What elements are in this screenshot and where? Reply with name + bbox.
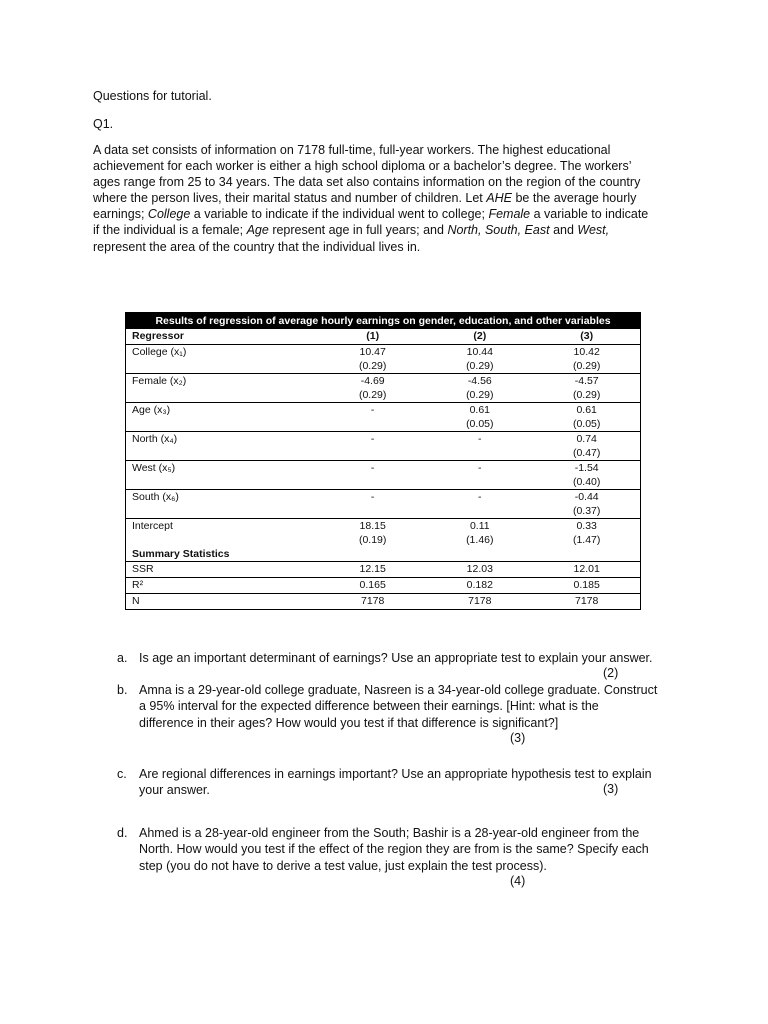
regression-table xyxy=(125,312,641,610)
question-line: a 95% interval for the expected difference between their earnings. [Hint: what is the xyxy=(139,699,599,714)
question-letter: b. xyxy=(117,683,128,697)
summary-row xyxy=(126,562,641,578)
text: represent age in full years; and xyxy=(272,223,444,238)
row-label: Intercept xyxy=(132,520,173,532)
summary-value: 0.185 xyxy=(533,578,640,594)
summary-label: SSR xyxy=(126,562,320,578)
question-line: difference in their ages? How would you test if that difference is significant?] xyxy=(139,715,559,730)
summary-value: 12.15 xyxy=(319,562,426,578)
question-text xyxy=(139,682,679,731)
row-spacer xyxy=(126,475,320,490)
se-cell: (0.37) xyxy=(533,504,640,519)
table-row-se xyxy=(126,388,641,403)
coef-cell: 10.47 xyxy=(359,346,386,358)
se-cell: (0.29) xyxy=(426,388,533,403)
marks-d: (4) xyxy=(510,874,526,888)
coef-cell: 10.42 xyxy=(573,346,600,358)
intro-line: achievement for each worker is either a high school diploma or a bachelor’s degree. The workers’ xyxy=(93,159,632,174)
question-line: Are regional differences in earnings important? Use an appropriate hypothesis test to explain xyxy=(139,767,652,781)
document-title: Questions for tutorial. xyxy=(93,89,212,103)
header-regressor: Regressor xyxy=(126,329,320,345)
question-line: North. How would you test if the effect of the region they are from is the same? Specify each xyxy=(139,842,649,857)
var-ahe: AHE xyxy=(486,191,512,206)
summary-label: R² xyxy=(126,578,320,594)
intro-paragraph xyxy=(93,142,673,255)
se-cell xyxy=(319,475,426,490)
coef-cell: -1.54 xyxy=(574,462,599,474)
table-row-se xyxy=(126,359,641,374)
intro-line: ages range from 25 to 34 years. The data set also contains information on the region of the country xyxy=(93,175,641,190)
table-row-se xyxy=(126,446,641,461)
summary-value: 12.01 xyxy=(533,562,640,578)
summary-value: 0.182 xyxy=(426,578,533,594)
question-text xyxy=(139,650,679,666)
var-regions: North, South, East xyxy=(447,223,550,238)
se-cell xyxy=(319,446,426,461)
coef-cell: -4.69 xyxy=(360,375,385,387)
coef-cell: - xyxy=(478,491,482,503)
table-caption: Results of regression of average hourly earnings on gender, education, and other variables xyxy=(126,313,641,330)
summary-value: 7178 xyxy=(319,594,426,610)
row-label: College (x₁) xyxy=(132,346,187,358)
question-line: Is age an important determinant of earnings? Use an appropriate test to explain your answer. xyxy=(139,651,653,665)
question-letter: d. xyxy=(117,826,128,840)
coefficient-rows xyxy=(126,345,641,548)
row-spacer xyxy=(126,446,320,461)
se-cell: (1.47) xyxy=(572,534,601,546)
table-row xyxy=(126,345,641,360)
intro-line xyxy=(93,190,673,206)
question-text xyxy=(139,825,679,874)
se-cell xyxy=(319,417,426,432)
var-college: College xyxy=(147,207,191,222)
table-row-se xyxy=(126,475,641,490)
coef-cell: 0.61 xyxy=(576,404,597,416)
intro-line: represent the area of the country that the individual lives in. xyxy=(93,239,421,254)
coef-cell: 0.61 xyxy=(469,404,490,416)
se-cell xyxy=(426,446,533,461)
marks-c: (3) xyxy=(603,782,619,796)
var-west: West, xyxy=(577,223,610,238)
text: be the average hourly xyxy=(515,191,637,206)
table-row xyxy=(126,403,641,418)
table-row xyxy=(126,519,641,534)
coef-cell: 0.74 xyxy=(576,433,597,445)
table-row xyxy=(126,490,641,505)
se-cell: (0.29) xyxy=(319,388,426,403)
header-model-2: (2) xyxy=(426,329,533,345)
coef-cell: 10.44 xyxy=(466,346,493,358)
coef-cell: - xyxy=(370,491,375,503)
se-cell: (0.05) xyxy=(426,417,533,432)
coef-cell: -4.57 xyxy=(574,375,599,387)
text: where the person lives, their marital status and number of children. Let xyxy=(93,191,483,206)
se-cell: (0.29) xyxy=(426,359,533,374)
question-number: Q1. xyxy=(93,117,114,131)
var-female: Female xyxy=(488,207,531,222)
se-cell: (0.05) xyxy=(533,417,640,432)
se-cell: (0.29) xyxy=(533,359,640,374)
coef-cell: - xyxy=(370,433,375,445)
summary-value: 7178 xyxy=(426,594,533,610)
summary-header: Summary Statistics xyxy=(126,547,641,562)
se-cell: (0.19) xyxy=(358,534,387,546)
intro-line xyxy=(93,206,673,222)
row-label: Age (x₃) xyxy=(132,404,171,416)
coef-cell: -4.56 xyxy=(467,375,492,387)
summary-value: 12.03 xyxy=(426,562,533,578)
summary-value: 0.165 xyxy=(319,578,426,594)
row-label: West (x₅) xyxy=(132,462,176,474)
coef-cell: - xyxy=(370,404,375,416)
coef-cell: -0.44 xyxy=(574,491,599,503)
row-label: Female (x₂) xyxy=(132,375,187,387)
text: earnings; xyxy=(93,207,145,222)
se-cell: (1.46) xyxy=(466,534,494,546)
coef-cell: - xyxy=(478,462,482,474)
coef-cell: 0.11 xyxy=(469,520,490,532)
text: and xyxy=(553,223,574,238)
header-model-1: (1) xyxy=(319,329,426,345)
question-line: Amna is a 29-year-old college graduate, Nasreen is a 34-year-old college graduate. Construct xyxy=(139,683,658,697)
question-letter: a. xyxy=(117,651,128,665)
se-cell: (0.29) xyxy=(319,359,426,374)
summary-value: 7178 xyxy=(533,594,640,610)
marks-a: (2) xyxy=(603,666,619,680)
intro-line: A data set consists of information on 7178 full-time, full-year workers. The highest educational xyxy=(93,143,611,157)
question-line: step (you do not have to derive a test value, just explain the test process). xyxy=(139,858,547,873)
table-row xyxy=(126,374,641,389)
se-cell xyxy=(319,504,426,519)
table-row-se xyxy=(126,504,641,519)
text: a variable to indicate xyxy=(533,207,649,222)
var-age: Age xyxy=(246,223,269,238)
se-cell: (0.40) xyxy=(533,475,640,490)
table-row xyxy=(126,432,641,447)
se-cell xyxy=(426,475,533,490)
coef-cell: - xyxy=(370,462,375,474)
se-cell xyxy=(426,504,533,519)
table-row xyxy=(126,461,641,476)
question-line: Ahmed is a 28-year-old engineer from the South; Bashir is a 28-year-old engineer from the xyxy=(139,826,640,840)
row-spacer xyxy=(126,388,320,403)
row-spacer xyxy=(126,533,320,547)
coef-cell: 0.33 xyxy=(576,520,597,532)
table-row-se xyxy=(126,417,641,432)
header-model-3: (3) xyxy=(533,329,640,345)
question-letter: c. xyxy=(117,767,127,781)
row-spacer xyxy=(126,504,320,519)
row-spacer xyxy=(126,417,320,432)
marks-b: (3) xyxy=(510,731,526,745)
row-label: South (x₆) xyxy=(132,491,179,503)
coef-cell: 18.15 xyxy=(359,520,386,532)
question-text xyxy=(139,766,679,799)
se-cell: (0.47) xyxy=(533,446,640,461)
row-spacer xyxy=(126,359,320,374)
text: if the individual is a female; xyxy=(93,223,244,238)
summary-row xyxy=(126,578,641,594)
text: a variable to indicate if the individual went to college; xyxy=(193,207,485,222)
summary-row xyxy=(126,594,641,610)
table-row-se xyxy=(126,533,641,547)
coef-cell: - xyxy=(478,433,482,445)
row-label: North (x₄) xyxy=(132,433,178,445)
summary-label: N xyxy=(126,594,320,610)
intro-line xyxy=(93,222,673,238)
summary-rows xyxy=(126,562,641,610)
question-line: your answer. xyxy=(139,783,210,798)
se-cell: (0.29) xyxy=(533,388,640,403)
